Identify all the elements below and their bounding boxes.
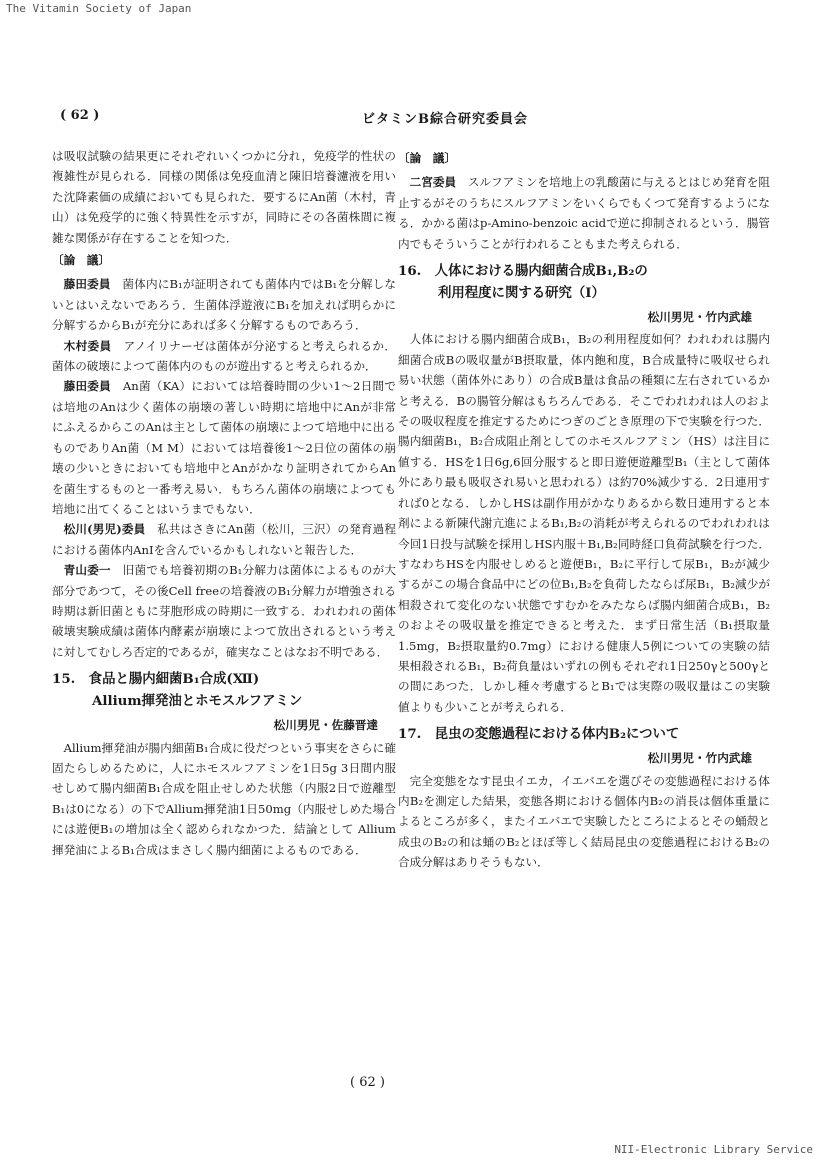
section-17-title: 17. 昆虫の変態過程における体内B₂について (398, 726, 680, 743)
speaker-name: 藤田委員 (63, 277, 111, 292)
page-header (50, 108, 770, 128)
section-16-body: 人体における腸内細菌合成B₁，B₂の利用程度如何？われわれは腸内細菌合成Bの吸収量がB摂取量，体内飽和度，B合成量特に吸収せられ易い状態（菌体外にあり）の合成B量は食品の種類に左右されているかと考える．Bの腸管分解はもちろんである．そこでわれわれは人のおよその吸収程度を推定するためにつぎのごとき原理の下で実験を行つた．腸内細菌B₁，B₂合成阻止剤としてのホモスルフアミン（HS）は注目に値する．HSを1日6g,6回分服すると即日遊便遊離型B₁（主として菌体外にあり最も吸収され易いと思われる）は約70%減少する．2日連用すれば0となる．しかしHSは副作用がかなりあるから数日連用すると本剤による新陳代謝亢進によるB₁,B₂の消耗が考えられるのでわれわれは今回1日投与試験を採用しHS内服＋B₁,B₂同時経口負荷試験を行つた．すなわちHSを内服せしめると遊便B₁，B₂に平行して尿B₁，B₂が減少するがこの場合食品中にどの位B₁,B₂を負荷したならば尿B₁，B₂減少が相殺されて変化のない状態ですむかをみたならば腸内細菌合成B₁，B₂のおよその吸収量を推定できると考えた．まず日常生活（B₁摂取量1.5mg，B₂摂取量約0.7mg）における健康人5例についての実験の結果相殺されるB₁，B₂荷負量はいずれの例もそれぞれ1日250γと500γとの間にあつた．しかし種々考慮するとB₁では実際の吸収量はこの実験値よりも少いことが考えられる． (398, 332, 770, 714)
discussion-entry (52, 336, 396, 377)
section-16-authors: 松川男児・竹内武雄 (647, 310, 752, 325)
header-title: ビタミンB綜合研究委員会 (362, 112, 528, 127)
discussion-text: スルフアミンを培地上の乳酸菌に与えるとはじめ発育を阻止するがそのうちにスルフアミンをいくらでもくつて発育するようになる．かかる菌はp-Amino-benzoic acidで逆に抑制されるという．腸管内でもそういうことが行われることもまた考えられる． (398, 175, 770, 251)
source-watermark-bottom: NII-Electronic Library Service (614, 1143, 813, 1156)
footer-page-number: ( 62 ) (350, 1075, 385, 1090)
discussion-text: 菌体内にB₁が証明されても菌体内ではB₁を分解しないとはいえないであろう．生菌体浮遊液にB₁を加えれば明らかに分解するからB₁が充分にあれば多く分解するものであろう． (52, 277, 396, 333)
speaker-name: 木村委員 (63, 338, 112, 353)
source-watermark-top: The Vitamin Society of Japan (6, 2, 192, 15)
continued-paragraph: は吸収試験の結果更にそれぞれいくつかに分れ，免疫学的性状の複雑性が見られる．同様の関係は免疫血清と陳旧培養濾液を用いた沈降素価の成績においても見られた．要するにAn菌（木村，青山）は免疫学的に強く特異性を示すが，同時にその各菌株間に複雑な関係が存在することを知つた． (52, 149, 396, 245)
section-15-body: Allium揮発油が腸内細菌B₁合成に役だつという事実をさらに確固たらしめるために，人にホモスルフアミンを1日5g 3日間内服せしめて腸内細菌B₁合成を阻止せしめた状態（内服2日で遊離型B₁は0になる）の下でAllium揮発油1日50mg（内服せしめた場合には遊便B₁の増加は全く認められなかつた．結論として Allium揮発油によるB₁合成はまさしく腸内細菌によるものである． (52, 740, 396, 857)
discussion-text: 私共はさきにAn菌（松川，三沢）の発育過程における菌体内AnIを含んでいるかもしれないと報告した． (52, 522, 396, 557)
discussion-entry (52, 274, 396, 335)
left-column (52, 146, 396, 860)
right-column (398, 146, 770, 873)
discussion-heading: 〔論 議〕 (52, 253, 110, 268)
discussion-text: An菌（KA）においては培養時間の少い1～2日間では培地のAnは少く菌体の崩壊の著しい時期に培地中にAnが非常にふえるからこのAnは主として菌体の崩壊によつて培地中に出るものでありAn菌（M M）においては培養後1～2日位の菌体の崩壊の少いときにおいても培地中とAnがかなり証明されてからAnを菌生するものと一番考え易い．もちろん菌体の崩壊によつても培地に出てくることはいうまでもない． (52, 379, 396, 516)
discussion-heading: 〔論 議〕 (398, 151, 456, 165)
speaker-name: 二宮委員 (409, 175, 457, 190)
speaker-name: 松川(男児)委員 (63, 522, 146, 537)
speaker-name: 青山委一 (63, 563, 111, 578)
section-15-authors: 松川男児・佐藤晋達 (273, 718, 378, 733)
section-17-body: 完全変態をなす昆虫イエカ，イエバエを選びその変態過程における体内B₂を測定した結果，変態各期における個体内B₂の消長は個体重量によるところが多く，またイエバエで実験したところによるとその蛹殻と成虫のB₂の和は蛹のB₂とほぼ等しく結局昆虫の変態過程におけるB₂の合成分解はありそうもない． (398, 773, 770, 870)
section-16-subtitle: 利用程度に関する研究（Ⅰ） (438, 285, 605, 302)
discussion-entry (52, 376, 396, 519)
section-16-title: 16. 人体における腸内細菌合成B₁,B₂の (398, 263, 648, 280)
speaker-name: 藤田委員 (63, 379, 111, 394)
discussion-entry (52, 519, 396, 560)
header-page-number: ( 62 ) (60, 108, 100, 123)
section-15-title: 15. 食品と腸内細菌B₁合成(Ⅻ) (52, 671, 260, 688)
discussion-entry (52, 560, 396, 662)
discussion-text: 旧菌でも培養初期のB₁分解力は菌体によるものが大部分であつて，その後Cell freeの培養液のB₁分解力が増強される時期は新旧菌ともに芽胞形成の時期に一致する．われわれの菌体破壊実験成績は菌体内酵素が崩壊によつて放出されるという考えに対してむしろ否定的であるが，確実なことはなお不明である． (52, 563, 396, 659)
discussion-entry (398, 172, 770, 254)
section-17-authors: 松川男児・竹内武雄 (647, 751, 752, 766)
section-15-subtitle: Allium揮発油とホモスルフアミン (92, 693, 303, 710)
discussion-text: アノイリナーゼは菌体が分泌すると考えられるか．菌体の破壊によつて菌体内のものが遊出すると考えられるか． (52, 338, 396, 374)
